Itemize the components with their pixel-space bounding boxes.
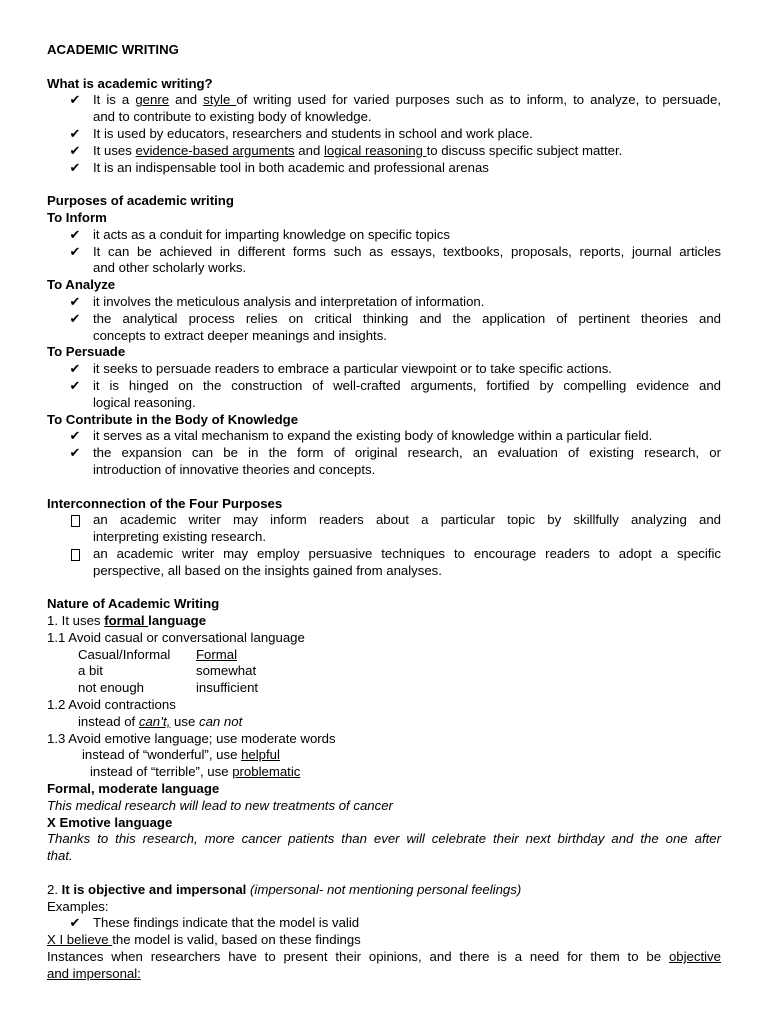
list-item: ✔ It is used by educators, researchers and students in school and work place. (69, 125, 533, 141)
list-item: ✔ It is an indispensable tool in both academic and professional arenas (69, 159, 489, 175)
formal-language-heading: Formal, moderate language (47, 781, 220, 797)
subheading-persuade: To Persuade (47, 344, 126, 360)
check-icon: ✔ (69, 125, 81, 141)
list-item: ✔ It uses evidence-based arguments and logical reasoning to discuss specific subject matter. (69, 142, 623, 158)
emotive-example-1: instead of “wonderful”, use helpful (82, 747, 280, 763)
section-heading-nature: Nature of Academic Writing (47, 596, 220, 612)
check-icon: ✔ (69, 226, 81, 242)
check-icon: ✔ (69, 361, 81, 377)
section-heading-what: What is academic writing? (47, 75, 213, 91)
column-header-formal: Formal (196, 646, 238, 662)
check-icon: ✔ (69, 428, 81, 444)
check-icon: ✔ (69, 445, 81, 461)
list-item: ✔ It is a genre and style of writing used for varied purposes such as to inform, to analyze, to persuade, and to contribute to existing body of knowledge. (69, 92, 722, 125)
emotive-language-heading: X Emotive language (47, 814, 173, 830)
list-item: ✔ These findings indicate that the model is valid (69, 915, 360, 931)
point-1-2: 1.2 Avoid contractions (47, 697, 176, 713)
emotive-language-example: Thanks to this research, more cancer patients than ever will celebrate their next birthday and the one after (47, 831, 721, 847)
subheading-analyze: To Analyze (47, 277, 116, 293)
check-icon: ✔ (69, 92, 81, 108)
point-1: 1. It uses formal language (47, 613, 207, 629)
check-icon: ✔ (69, 310, 81, 326)
empty-box-icon (71, 515, 80, 527)
table-row: not enough insufficient (78, 680, 259, 696)
table-header-row (47, 647, 721, 664)
empty-box-icon (71, 549, 80, 561)
document-body: ACADEMIC WRITING What is academic writing? ✔ It is a genre and style of writing used for varied purposes such as to inform, to analyze, to persuade, and to contribute to existing body of knowledge. ✔ It is used by educators, researchers and students in school and work place. ✔ It uses evidence-based arguments and logical reasoning to discuss specific subject matter. ✔ It is an indispensable tool in both academic and professional arenas Purposes of academic writing To Inform ✔ it acts as a conduit for imparting knowledge on specific topics ✔ It can be achieved in different forms such as essays, textbooks, proposals, reports, journal articles and other scholarly works. To Analyze ✔ it involves the meticulous analysis and interpretation of information. ✔ the analytical process relies on critical thinking and the application of pertinent theories and concepts to extract deeper meanings and insights. To Persuade ✔ it seeks to persuade readers to embrace a particular viewpoint or to take specific actions. ✔ it is hinged on the construction of well-crafted arguments, fortified by compelling evidence and logical reasoning. To Contribute in the Body of Knowledge ✔ it serves as a vital mechanism to expand the existing body of knowledge within a particular field. ✔ the expansion can be in the form of original research, an evaluation of existing research, or introduction of innovative theories and concepts. Interconnection of the Four Purposes an academic writer may inform readers about a particular topic by skillfully analyzing and interpreting existing research. an academic writer may employ persuasive techniques to encourage readers to adopt a specific perspective, all based on the insights gained from analyses. Nature of Academic Writing 1. It uses formal language 1.1 Avoid casual or conversational language Casual/Informal Formal a bit somewhat not enough insufficient 1.2 Avoid contractions instead of can’t, use can not 1.3 Avoid emotive language; use moderate words instead of “wonderful”, use helpful instead of “terrible”, use problematic Formal, moderate language This medical research will lead to new treatments of cancer X Emotive language Thanks to this research, more cancer patients than ever will celebrate their next birthday and the one after that. 2. It is objective and impersonal (impersonal- not mentioning personal feelings) Examples: ✔ These findings indicate that the model is valid X I believe the model is valid, based on these findings Instances when researchers have to present their opinions, and there is a need for them to be objective and impersonal: (47, 42, 722, 981)
list-item: an academic writer may inform readers about a particular topic by skillfully analyzing and interpreting existing research. (47, 512, 721, 546)
bad-example: X I believe the model is valid, based on these findings (47, 932, 361, 948)
point-2: 2. It is objective and impersonal (impersonal- not mentioning personal feelings) (47, 881, 522, 897)
list-item: ✔ it is hinged on the construction of well-crafted arguments, fortified by compelling evidence and logical reasoning. (69, 377, 721, 410)
subheading-contribute: To Contribute in the Body of Knowledge (47, 411, 299, 427)
instances-line: Instances when researchers have to present their opinions, and there is a need for them to be objective (47, 949, 721, 965)
column-header-casual: Casual/Informal (78, 646, 171, 662)
list-item: ✔ the expansion can be in the form of original research, an evaluation of existing research, or introduction of innovative theories and concepts. (69, 445, 721, 477)
list-item: ✔ it involves the meticulous analysis and interpretation of information. (69, 293, 485, 309)
list-item: an academic writer may employ persuasive techniques to encourage readers to adopt a specific perspective, all based on the insights gained from analyses. (47, 546, 721, 580)
check-icon: ✔ (69, 377, 81, 393)
formal-language-example: This medical research will lead to new treatments of cancer (47, 797, 393, 813)
subheading-inform: To Inform (47, 209, 107, 225)
point-1-1: 1.1 Avoid casual or conversational language (47, 629, 305, 645)
document-title: ACADEMIC WRITING (47, 42, 179, 57)
table-row: a bit somewhat (78, 663, 257, 679)
emotive-example-2: instead of “terrible”, use problematic (90, 764, 301, 780)
section-heading-purposes: Purposes of academic writing (47, 193, 234, 209)
check-icon: ✔ (69, 142, 81, 158)
examples-label: Examples: (47, 898, 109, 914)
list-item: ✔ it seeks to persuade readers to embrace a particular viewpoint or to take specific actions. (69, 361, 612, 377)
list-item: ✔ the analytical process relies on critical thinking and the application of pertinent theories and concepts to extract deeper meanings and insights. (69, 310, 721, 343)
point-1-3: 1.3 Avoid emotive language; use moderate words (47, 730, 336, 746)
section-heading-interconnection: Interconnection of the Four Purposes (47, 495, 283, 511)
list-item: ✔ It can be achieved in different forms such as essays, textbooks, proposals, reports, journal articles and other scholarly works. (69, 243, 721, 276)
list-item: ✔ it serves as a vital mechanism to expand the existing body of knowledge within a particular field. (69, 428, 653, 444)
check-icon: ✔ (69, 915, 81, 931)
check-icon: ✔ (69, 243, 81, 259)
contraction-example: instead of can’t, use can not (78, 713, 243, 729)
check-icon: ✔ (69, 293, 81, 309)
list-item: ✔ it acts as a conduit for imparting knowledge on specific topics (69, 226, 450, 242)
check-icon: ✔ (69, 159, 81, 175)
